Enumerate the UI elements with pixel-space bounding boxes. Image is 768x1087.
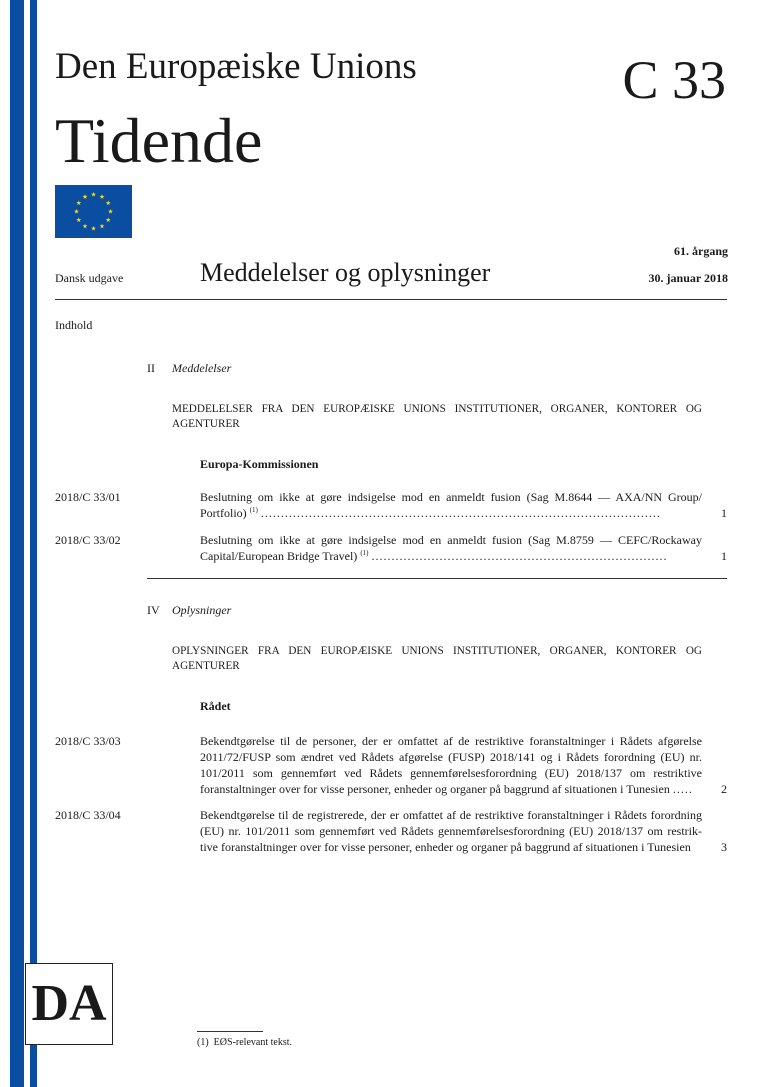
header-rule bbox=[55, 299, 727, 300]
edition-label: Dansk udgave bbox=[55, 271, 124, 285]
contents-label: Indhold bbox=[55, 318, 93, 332]
entry-page-number: 1 bbox=[721, 506, 727, 520]
entry-reference: 2018/C 33/03 bbox=[55, 734, 121, 748]
entry-title[interactable]: Bekendtgørelse til de registrerede, der er omfattet af de restriktive foranstaltninger i Rådets forordning (EU) nr. 101/2011 som gennemført ved Rådets gennemførelsesforordning (EU) 2018/137 om restrik-tive foranstaltninger over for visse personer, enheder og organer på baggrund af situationen i Tunesien bbox=[200, 808, 702, 854]
part-number: IV bbox=[147, 603, 160, 617]
entry-reference: 2018/C 33/01 bbox=[55, 490, 121, 504]
institutions-heading: MEDDELELSER FRA DEN EUROPÆISKE UNIONS INSTITUTIONER, ORGANER, KONTORER OG AGENTURER bbox=[172, 403, 702, 430]
section-rule bbox=[147, 578, 727, 579]
series-title: Meddelelser og oplysninger bbox=[200, 258, 491, 287]
part-name: Oplysninger bbox=[172, 603, 232, 617]
left-blue-bar-thin bbox=[30, 0, 37, 1087]
journal-title-line2: Tidende bbox=[55, 105, 263, 176]
issue-number: C 33 bbox=[622, 50, 726, 110]
body-heading: Rådet bbox=[200, 699, 231, 713]
publication-date: 30. januar 2018 bbox=[648, 271, 728, 285]
footnote-marker: (1) bbox=[360, 549, 369, 557]
volume-label: 61. årgang bbox=[674, 244, 728, 258]
part-name: Meddelelser bbox=[172, 361, 232, 375]
part-number: II bbox=[147, 361, 155, 375]
entry-page-number: 1 bbox=[721, 549, 727, 563]
entry-title[interactable]: Beslutning om ikke at gøre indsigelse mod en anmeldt fusion (Sag M.8644 — AXA/NN Group/ Portfolio) $^{(1)}$ .................................................................................................... bbox=[200, 490, 702, 520]
journal-title-line1: Den Europæiske Unions bbox=[55, 46, 417, 87]
footnote-rule bbox=[197, 1031, 263, 1032]
entry-reference: 2018/C 33/04 bbox=[55, 808, 121, 822]
body-heading: Europa-Kommissionen bbox=[200, 457, 319, 471]
entry-reference: 2018/C 33/02 bbox=[55, 533, 121, 547]
institutions-heading: OPLYSNINGER FRA DEN EUROPÆISKE UNIONS INSTITUTIONER, ORGANER, KONTORER OG AGENTURER bbox=[172, 645, 702, 672]
language-code: DA bbox=[31, 975, 107, 1032]
entry-page-number: 2 bbox=[721, 782, 727, 796]
entry-page-number: 3 bbox=[721, 840, 727, 854]
entry-title[interactable]: Beslutning om ikke at gøre indsigelse mod en anmeldt fusion (Sag M.8759 — CEFC/Rockaway Capital/European Bridge Travel) $^{(1)}$ .......................................................................... bbox=[200, 533, 702, 563]
language-code-box bbox=[25, 963, 113, 1045]
footnote-marker: (1) bbox=[249, 506, 258, 514]
eu-flag-icon bbox=[55, 185, 132, 238]
footnote bbox=[197, 1037, 292, 1048]
entry-title[interactable]: Bekendtgørelse til de personer, der er omfattet af de restriktive foranstaltninger i Rådets afgørelse 2011/72/FUSP som ændret ved Rådets afgørelse (FUSP) 2018/141 og i Rådets forordning (EU) nr. 101/2011 som gennemført ved Rådets gennemførelsesforordning (EU) 2018/137 om restriktive foranstaltninger over for visse personer, enheder og organer på baggrund af situationen i Tunesien ..... bbox=[200, 734, 702, 796]
footnote-marker: (1) bbox=[197, 1037, 209, 1048]
footnote-text: EØS-relevant tekst. bbox=[213, 1037, 292, 1048]
left-blue-bar-thick bbox=[10, 0, 24, 1087]
